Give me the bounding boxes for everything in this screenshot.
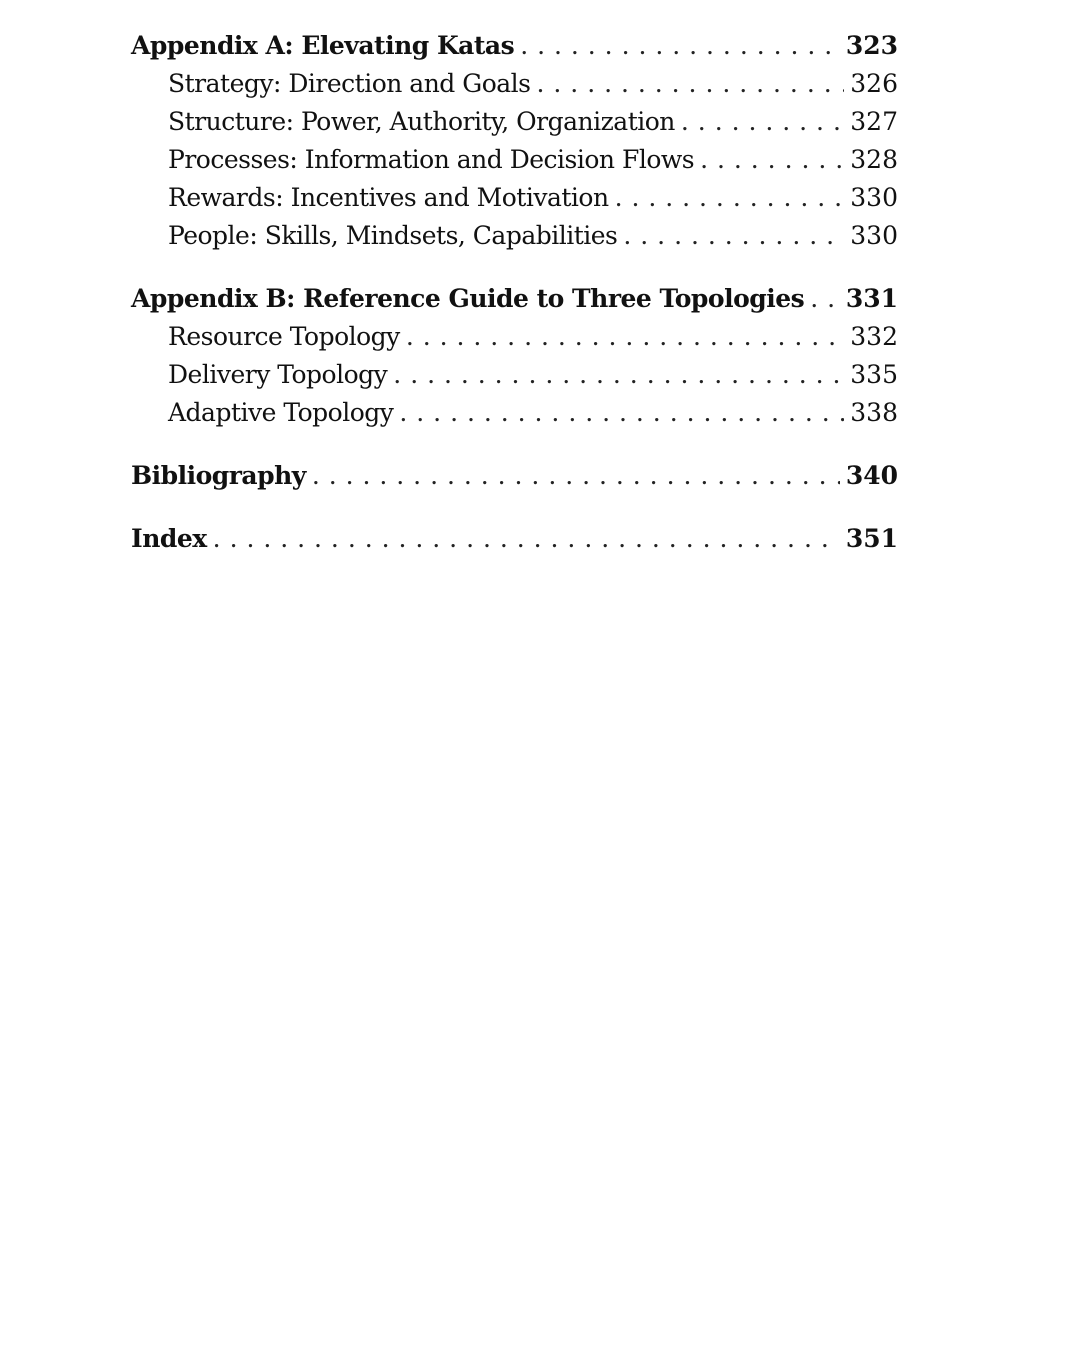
page-number: 351 [845,524,898,553]
dot-leader [406,318,844,356]
dot-leader [623,217,844,255]
toc-subentry[interactable] [131,103,898,141]
page-number: 331 [845,284,898,313]
toc-entry[interactable] [131,520,898,558]
page-number: 327 [850,107,898,136]
page-number: 326 [850,69,898,98]
page-number: 335 [850,360,898,389]
table-of-contents [131,27,898,583]
toc-subentry[interactable] [131,318,898,356]
dot-leader [681,103,844,141]
dot-leader [615,179,845,217]
page-number: 338 [850,398,898,427]
page-number: 330 [850,183,898,212]
dot-leader [537,65,845,103]
page-number: 332 [850,322,898,351]
toc-section-bibliography [131,457,898,495]
toc-subentry[interactable] [131,141,898,179]
entry-title: Structure: Power, Authority, Organization [168,107,675,136]
entry-title: Index [131,524,207,553]
page-number: 323 [845,31,898,60]
toc-subentry[interactable] [131,179,898,217]
dot-leader [700,141,844,179]
dot-leader [312,457,840,495]
toc-section-appendix-b [131,280,898,432]
page-number: 330 [850,221,898,250]
toc-entry[interactable] [131,457,898,495]
dot-leader [393,356,844,394]
page-number: 328 [850,145,898,174]
toc-entry[interactable] [131,27,898,65]
toc-subentry[interactable] [131,356,898,394]
page-number: 340 [845,461,898,490]
dot-leader [213,520,840,558]
toc-subentry[interactable] [131,217,898,255]
toc-subentry[interactable] [131,394,898,432]
dot-leader [399,394,844,432]
entry-title: Appendix B: Reference Guide to Three Topologies [131,284,805,313]
entry-title: Rewards: Incentives and Motivation [168,183,609,212]
dot-leader [520,27,840,65]
entry-title: People: Skills, Mindsets, Capabilities [168,221,618,250]
entry-title: Processes: Information and Decision Flows [168,145,695,174]
toc-section-index [131,520,898,558]
toc-entry[interactable] [131,280,898,318]
entry-title: Adaptive Topology [168,398,394,427]
entry-title: Strategy: Direction and Goals [168,69,531,98]
dot-leader [810,280,840,318]
entry-title: Resource Topology [168,322,400,351]
entry-title: Delivery Topology [168,360,388,389]
entry-title: Appendix A: Elevating Katas [131,31,515,60]
toc-subentry[interactable] [131,65,898,103]
entry-title: Bibliography [131,461,306,490]
toc-section-appendix-a [131,27,898,255]
